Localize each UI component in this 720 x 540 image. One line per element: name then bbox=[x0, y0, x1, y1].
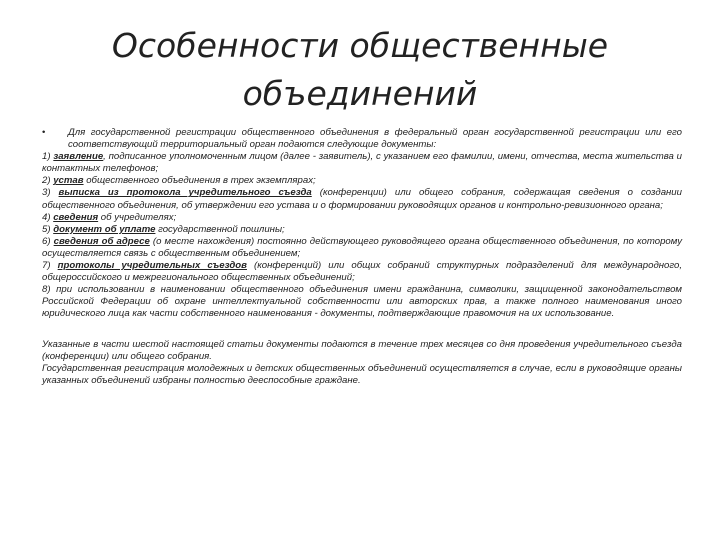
item-text: (конференций) или общих собраний структурных подразделений для международного, общероссийского и межрегионального общественных объединений; bbox=[42, 260, 682, 284]
intro-paragraph bbox=[42, 127, 682, 151]
item-text: общественного объединения в трех экземплярах; bbox=[83, 175, 316, 187]
item-term: выписка из протокола учредительного съезда bbox=[58, 187, 312, 199]
item-text: государственной пошлины; bbox=[155, 223, 285, 235]
note-paragraph: Государственная регистрация молодежных и детских общественных объединений осуществляется в случае, если в руководящие органы указанных объединений избраны полностью дееспособные граждане. bbox=[42, 362, 682, 386]
title-line-2: объединений bbox=[242, 74, 478, 113]
item-number: 1) bbox=[42, 151, 51, 163]
item-number: 7) bbox=[42, 260, 51, 272]
item-number: 2) bbox=[42, 175, 51, 187]
item-term: заявление bbox=[53, 151, 104, 163]
item-text: (о месте нахождения) постоянно действующего руководящего органа общественного объединения, по которому осуществляется связь с общественным объединением; bbox=[42, 235, 683, 259]
list-item bbox=[42, 260, 682, 284]
list-item bbox=[42, 236, 682, 260]
intro-text: Для государственной регистрации общественного объединения в федеральный орган государственной регистрации или его соответствующий территориальный орган подаются следующие документы: bbox=[68, 127, 682, 151]
item-term: документ об уплате bbox=[53, 223, 156, 235]
title-line-1: Особенности общественные bbox=[111, 26, 609, 65]
list-item bbox=[42, 175, 682, 187]
list-item bbox=[42, 187, 682, 211]
item-number: 8) bbox=[42, 284, 51, 296]
body-text bbox=[42, 127, 682, 387]
list-item bbox=[42, 224, 682, 236]
spacer bbox=[42, 321, 682, 339]
item-number: 6) bbox=[42, 235, 51, 247]
item-number: 3) bbox=[42, 187, 51, 199]
list-item bbox=[42, 151, 682, 175]
item-number: 4) bbox=[42, 211, 51, 223]
item-text: (конференции) или общего собрания, содержащая сведения о создании общественного объединения, об утверждении его устава и о формировании руководящих органов и контрольно-ревизионного органа; bbox=[42, 187, 682, 211]
item-term: сведения об адресе bbox=[53, 235, 150, 247]
list-item bbox=[42, 212, 682, 224]
item-term: протоколы учредительных съездов bbox=[57, 260, 247, 272]
list-item bbox=[42, 284, 682, 320]
item-term: устав bbox=[53, 175, 84, 187]
note-paragraph: Указанные в части шестой настоящей статьи документы подаются в течение трех месяцев со дня проведения учредительного съезда (конференции) или общего собрания. bbox=[42, 338, 682, 362]
item-text: при использовании в наименовании общественного объединения имени гражданина, символики, защищенной законодательством Российской Федерации об охране интеллектуальной собственности или авторских прав, а также полного наименования иного юридического лица как части собственного наименования - документы, подтверждающие правомочия на их использование. bbox=[42, 284, 682, 320]
bullet-icon: • bbox=[42, 127, 46, 138]
item-number: 5) bbox=[42, 223, 51, 235]
item-term: сведения bbox=[53, 211, 99, 223]
page-title bbox=[60, 22, 660, 118]
item-text: об учредителях; bbox=[98, 211, 177, 223]
item-text: , подписанное уполномоченным лицом (далее - заявитель), с указанием его фамилии, имени, отчества, места жительства и контактных телефонов; bbox=[42, 151, 682, 175]
